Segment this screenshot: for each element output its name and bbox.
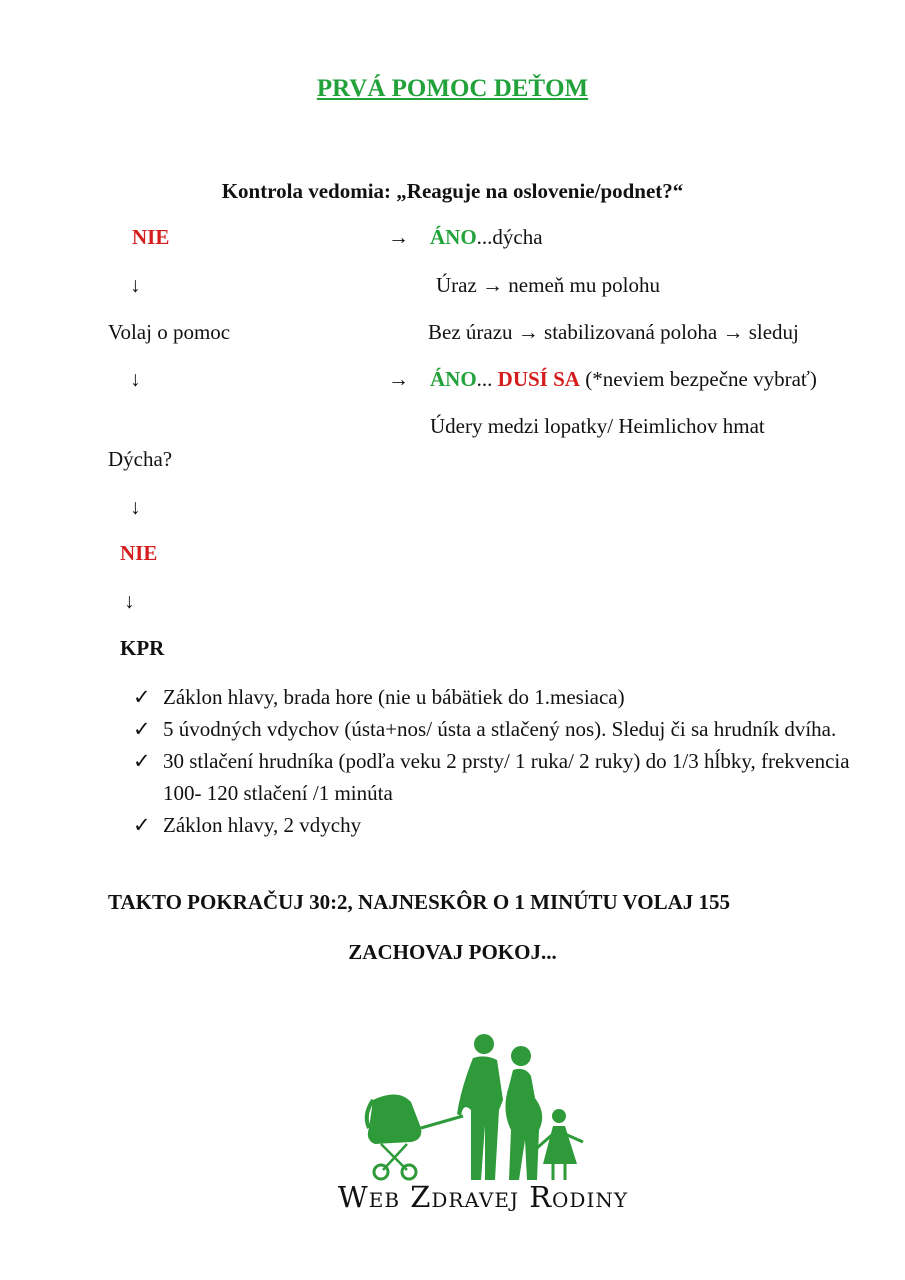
- answer-yes-label: ÁNO: [430, 367, 477, 391]
- arrow-down-icon: ↓: [130, 273, 141, 297]
- breathing-text: ...dýcha: [476, 225, 543, 249]
- cpr-label: KPR: [120, 636, 165, 660]
- checkmark-icon: ✓: [133, 717, 151, 741]
- choking-instruction: Údery medzi lopatky/ Heimlichov hmat: [430, 414, 765, 438]
- arrow-right-icon: →: [388, 367, 409, 391]
- breathing-question: Dýcha?: [108, 447, 173, 471]
- choking-note: (*neviem bezpečne vybrať): [579, 367, 817, 391]
- continue-instruction: TAKTO POKRAČUJ 30:2, NAJNESKÔR O 1 MINÚTU VOLAJ 155: [108, 890, 731, 914]
- brand-logo-text: Web Zdravej Rodiny: [337, 1180, 629, 1214]
- injury-instruction: Úraz → nemeň mu polohu: [436, 273, 660, 297]
- page-title: PRVÁ POMOC DEŤOM: [316, 75, 589, 102]
- cpr-checklist: [133, 681, 873, 841]
- ellipsis: ...: [476, 367, 493, 391]
- answer-yes-label: ÁNO: [430, 225, 477, 249]
- answer-yes-choking: [430, 366, 817, 392]
- no-injury-instruction: Bez úrazu → stabilizovaná poloha → sleduj: [428, 320, 799, 344]
- list-item: ✓ Záklon hlavy, 2 vdychy: [133, 809, 873, 841]
- stay-calm: ZACHOVAJ POKOJ...: [348, 940, 557, 964]
- list-item: ✓ Záklon hlavy, brada hore (nie u bábätiek do 1.mesiaca): [133, 681, 873, 713]
- arrow-down-icon: ↓: [130, 367, 141, 391]
- checkmark-icon: ✓: [133, 749, 151, 773]
- list-item: ✓ 5 úvodných vdychov (ústa+nos/ ústa a stlačený nos). Sleduj či sa hrudník dvíha.: [133, 713, 873, 745]
- answer-yes-breathing: [430, 224, 543, 250]
- call-for-help: Volaj o pomoc: [108, 320, 231, 344]
- arrow-right-icon: →: [388, 225, 409, 249]
- checkmark-icon: ✓: [133, 685, 151, 709]
- answer-no-1: NIE: [132, 225, 170, 249]
- choking-label: DUSÍ SA: [497, 367, 580, 391]
- answer-no-2: NIE: [120, 541, 158, 565]
- list-item: ✓ 30 stlačení hrudníka (podľa veku 2 prsty/ 1 ruka/ 2 ruky) do 1/3 hĺbky, frekvencia 100- 120 stlačení /1 minúta: [133, 745, 873, 809]
- arrow-down-icon: ↓: [130, 495, 141, 519]
- arrow-down-icon: ↓: [124, 589, 135, 613]
- heading-consciousness-check: Kontrola vedomia: „Reaguje na oslovenie/podnet?“: [221, 179, 684, 203]
- checkmark-icon: ✓: [133, 813, 151, 837]
